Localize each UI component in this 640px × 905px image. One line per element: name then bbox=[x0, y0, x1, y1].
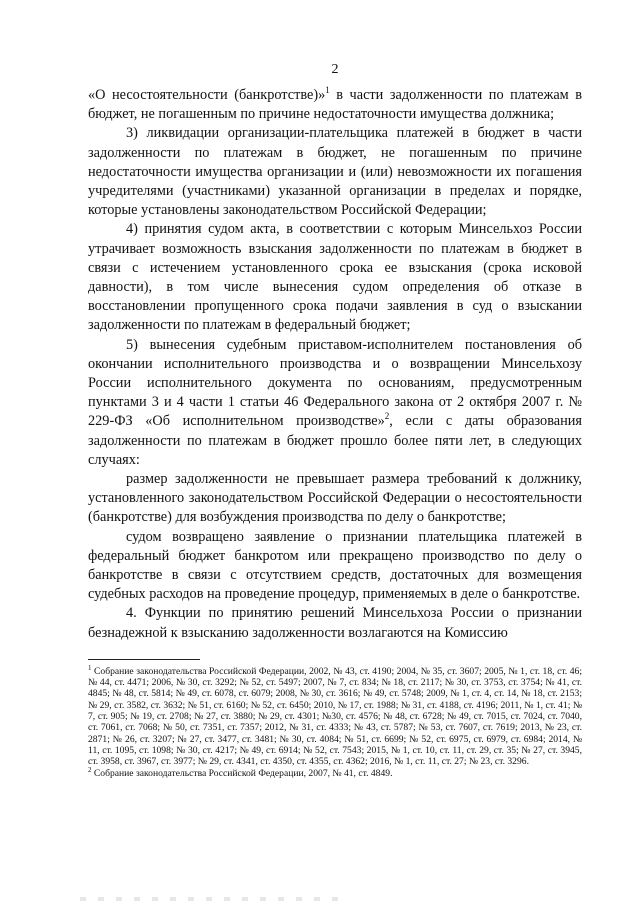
body-text bbox=[88, 86, 582, 643]
paragraph-case-2: судом возвращено заявление о признании плательщика платежей в федеральный бюджет банкротом или прекращено производство по делу о банкротстве в связи с отсутствием средств, достаточных для возмещения судебных расходов на проведение процедур, применяемых в деле о банкротстве. bbox=[88, 528, 582, 603]
paragraph-item-4: 4) принятия судом акта, в соответствии с которым Минсельхоз России утрачивает возможность взыскания задолженности по платежам в бюджет в связи с истечением установленного срока ее взыскания (срока исковой давности), в том числе вынесения судом определения об отказе в восстановлении пропущенного срока подачи заявления в суд о взыскании задолженности по платежам в федеральный бюджет; bbox=[88, 221, 582, 334]
footnote-text: Собрание законодательства Российской Федерации, 2002, № 43, ст. 4190; 2004, № 35, ст. 3607; 2005, № 1, ст. 18, ст. 46; № 44, ст. 4471; 2006, № 30, ст. 3292; № 52, ст. 5497; 2007, № 7, ст. 834; № 18, ст. 2117; № 30, ст. 3753, ст. 3754; № 41, ст. 4845; № 48, ст. 5814; № 49, ст. 6078, ст. 6079; 2008, № 30, ст. 3616; № 49, ст. 5748; 2009, № 1, ст. 4, ст. 14, № 18, ст. 2153; № 29, ст. 3582, ст. 3632; № 51, ст. 6160; № 52, ст. 6450; 2010, № 17, ст. 1988; № 31, ст. 4188, ст. 4196; 2011, № 1, ст. 41; № 7, ст. 905; № 19, ст. 2708; № 27, ст. 3880; № 29, ст. 4301; №30, ст. 4576; № 48, ст. 6728; № 49, ст. 7015, ст. 7024, ст. 7040, ст. 7061, ст. 7068; № 50, ст. 7351, ст. 7357; 2012, № 31, ст. 4333; № 43, ст. 5787; № 53, ст. 7607, ст. 7619; 2013, № 23, ст. 2871; № 26, ст. 3207; № 27, ст. 3477, ст. 3481; № 30, ст. 4084; № 51, ст. 6699; № 52, ст. 6975, ст. 6979, ст. 6984; 2014, № 11, ст. 1095, ст. 1098; № 30, ст. 4217; № 49, ст. 6914; № 52, ст. 7543; 2015, № 1, ст. 10, ст. 11, ст. 29, ст. 35; № 27, ст. 3945, ст. 3958, ст. 3967, ст. 3977; № 29, ст. 4341, ст. 4350, ст. 4355, ст. 4362; 2016, № 1, ст. 11, ст. 27; № 23, ст. 3296. bbox=[88, 665, 582, 768]
footnote-2 bbox=[88, 765, 582, 779]
footnote-ref-2: 2 bbox=[384, 411, 390, 422]
paragraph-case-1: размер задолженности не превышает размера требований к должнику, установленного законодательством Российской Федерации о несостоятельности (банкротстве) для возбуждения производства по делу о банкротстве; bbox=[88, 471, 582, 526]
paragraph-text: в части задолженности по платежам в бюджет, не погашенным по причине недостаточности имущества должника; bbox=[88, 87, 582, 123]
paragraph-item-5 bbox=[88, 336, 582, 470]
paragraph-continuation bbox=[88, 86, 582, 124]
paragraph-text: , если с даты образования задолженности по платежам в бюджет прошло более пяти лет, в следующих случаях: bbox=[88, 413, 582, 468]
footnote-mark: 2 bbox=[88, 765, 92, 774]
paragraph-text: «О несостоятельности (банкротстве)» bbox=[88, 87, 326, 103]
footnote-mark: 1 bbox=[88, 663, 92, 672]
footnote-text: Собрание законодательства Российской Федерации, 2007, № 41, ст. 4849. bbox=[91, 767, 393, 779]
paragraph-item-3: 3) ликвидации организации-плательщика платежей в бюджет в части задолженности по платежам в бюджет, не погашенным по причине недостаточности имущества организации и (или) невозможности их погашения учредителями (участниками) указанной организации в пределах и порядке, которые установлены законодательством Российской Федерации; bbox=[88, 125, 582, 219]
page-number: 2 bbox=[331, 62, 339, 77]
footnote-divider bbox=[88, 659, 200, 660]
footnote-1 bbox=[88, 663, 582, 768]
paragraph-text: 5) вынесения судебным приставом-исполнителем постановления об окончании исполнительного производства и о возвращении Минсельхозу России исполнительного документа по основаниям, предусмотренным пунктами 3 и 4 части 1 статьи 46 Федерального закона от 2 октября 2007 г. № 229-ФЗ «Об исполнительном производстве» bbox=[88, 336, 582, 430]
footnotes bbox=[88, 663, 582, 779]
scan-artifact bbox=[80, 897, 340, 901]
paragraph-section-4: 4. Функции по принятию решений Минсельхоза России о признании безнадежной к взысканию задолженности возлагаются на Комиссию bbox=[88, 605, 582, 641]
footnote-ref-1: 1 bbox=[325, 85, 330, 96]
